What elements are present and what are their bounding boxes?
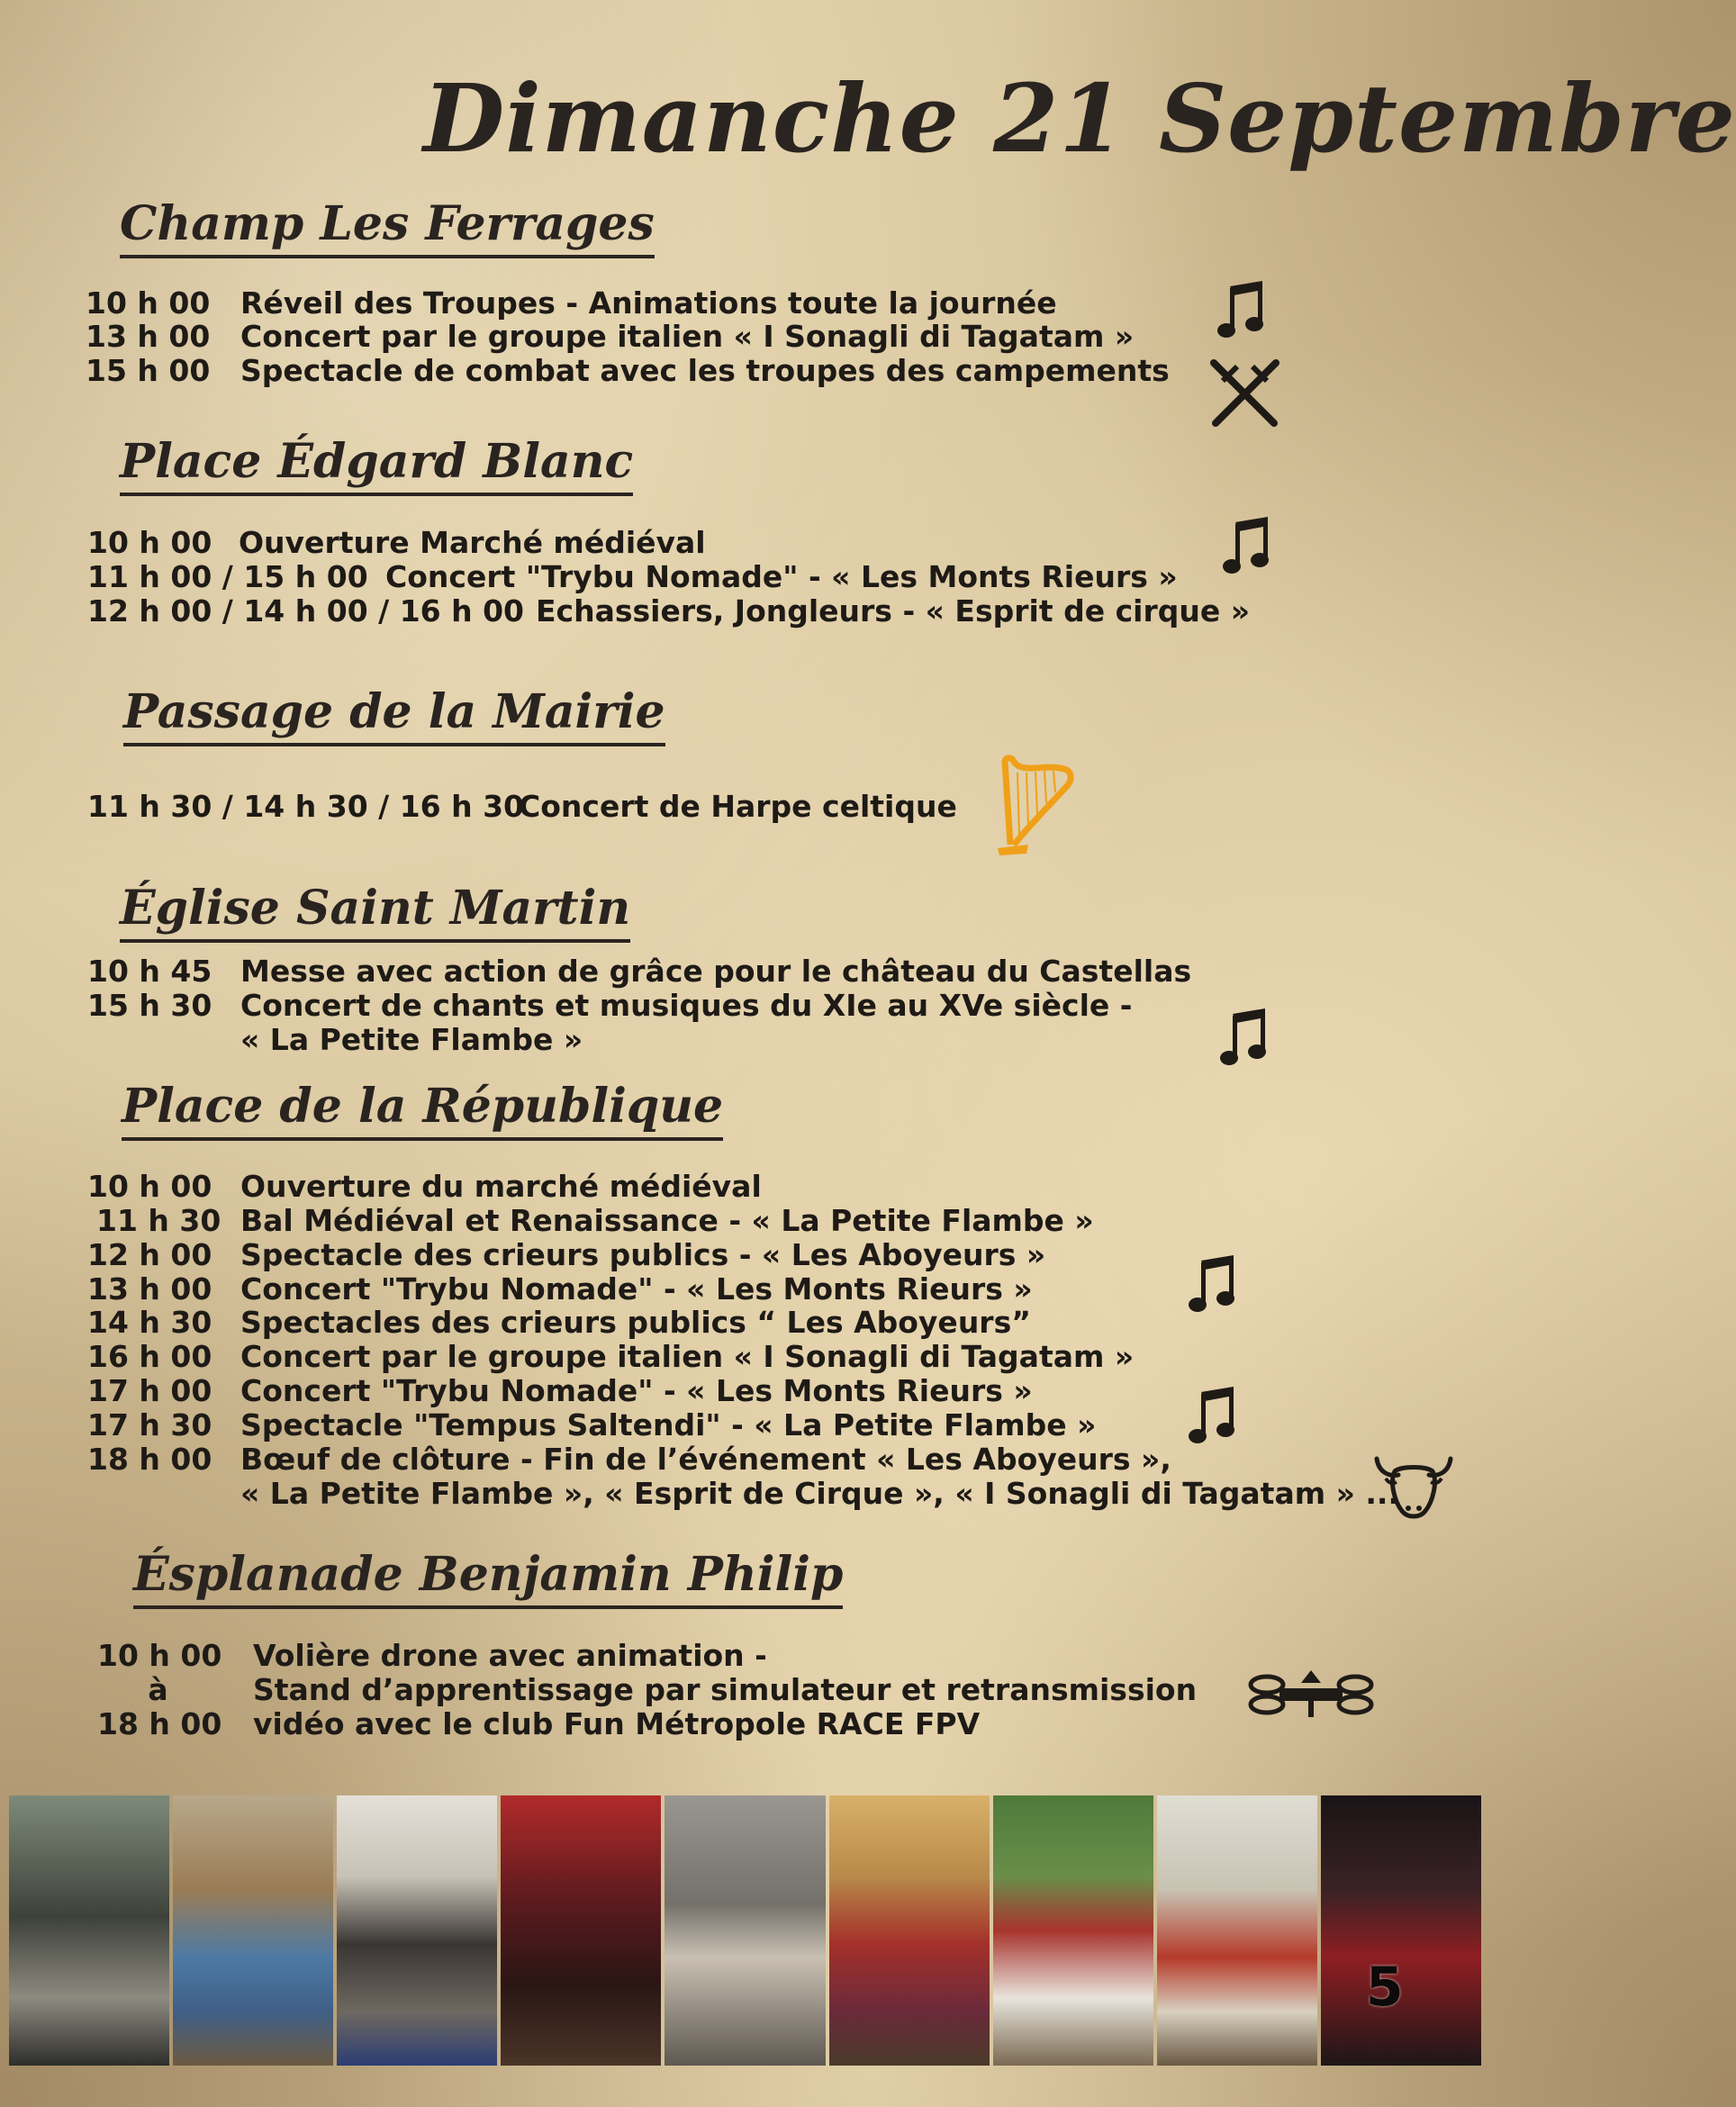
event-time: 10 h 00	[97, 1638, 222, 1673]
music-note-icon	[1217, 279, 1267, 342]
event-time: 11 h 00 / 15 h 00	[87, 559, 368, 594]
event-time: 10 h 45	[87, 954, 212, 989]
event-time: 10 h 00	[86, 285, 211, 321]
venue-heading-champ-les-ferrages: Champ Les Ferrages	[120, 196, 655, 258]
event-time: à	[148, 1672, 168, 1707]
event-text: Spectacle de combat avec les troupes des campements	[240, 353, 1170, 388]
crossed-swords-icon	[1207, 354, 1283, 430]
event-time: 18 h 00	[97, 1706, 222, 1741]
event-text: Concert "Trybu Nomade" - « Les Monts Rieurs »	[240, 1271, 1033, 1307]
event-time: 17 h 00	[87, 1373, 212, 1408]
event-text: Volière drone avec animation -	[253, 1638, 767, 1673]
venue-heading-eglise-saint-martin: Église Saint Martin	[120, 881, 630, 943]
event-text: « La Petite Flambe »	[240, 1022, 583, 1057]
photo-blacksmith	[665, 1795, 825, 2066]
event-time: 11 h 30	[96, 1203, 222, 1238]
event-text: Concert de Harpe celtique	[519, 789, 957, 824]
bull-head-icon	[1373, 1451, 1454, 1522]
photo-strip	[9, 1795, 1481, 2066]
event-text: Concert "Trybu Nomade" - « Les Monts Rieurs »	[240, 1373, 1033, 1408]
photo-street-performers	[1157, 1795, 1317, 2066]
event-text: « La Petite Flambe », « Esprit de Cirque », « I Sonagli di Tagatam » ...	[240, 1476, 1399, 1511]
photo-church-choir	[829, 1795, 990, 2066]
event-text: Concert de chants et musiques du XIe au XVe siècle -	[240, 988, 1133, 1023]
photo-knight-armor	[9, 1795, 169, 2066]
event-text: Spectacle "Tempus Saltendi" - « La Petite Flambe »	[240, 1407, 1097, 1442]
event-text: Ouverture Marché médiéval	[239, 525, 706, 560]
event-time: 15 h 00	[86, 353, 211, 388]
photo-night-show	[1321, 1795, 1481, 2066]
event-time: 18 h 00	[87, 1442, 212, 1477]
event-time: 14 h 30	[87, 1305, 212, 1340]
photo-craftsman-weaving	[337, 1795, 497, 2066]
photo-woman-white-dress	[993, 1795, 1153, 2066]
event-text: Spectacle des crieurs publics - « Les Aboyeurs »	[240, 1237, 1046, 1272]
event-time: 10 h 00	[87, 1169, 212, 1204]
page-number: 5	[1365, 1956, 1404, 2019]
venue-heading-passage-de-la-mairie: Passage de la Mairie	[123, 684, 665, 746]
event-time: 12 h 00 / 14 h 00 / 16 h 00	[87, 593, 525, 628]
event-text: Bal Médiéval et Renaissance - « La Petite Flambe »	[240, 1203, 1094, 1238]
event-text: Concert par le groupe italien « I Sonagli di Tagatam »	[240, 319, 1135, 354]
event-text: Concert "Trybu Nomade" - « Les Monts Rieurs »	[385, 559, 1178, 594]
event-text: Concert par le groupe italien « I Sonagli di Tagatam »	[240, 1339, 1135, 1374]
event-time: 10 h 00	[87, 525, 212, 560]
event-time: 15 h 30	[87, 988, 212, 1023]
photo-musician-singer	[501, 1795, 661, 2066]
page-title: Dimanche 21 Septembre	[423, 63, 1736, 174]
event-text: Spectacles des crieurs publics “ Les Aboyeurs”	[240, 1305, 1031, 1340]
event-time: 11 h 30 / 14 h 30 / 16 h 30	[87, 789, 525, 824]
venue-heading-place-edgard-blanc: Place Édgard Blanc	[120, 434, 633, 496]
music-note-icon	[1189, 1385, 1238, 1448]
event-text: vidéo avec le club Fun Métropole RACE FPV	[253, 1706, 981, 1741]
harp-icon	[992, 755, 1075, 858]
event-text: Réveil des Troupes - Animations toute la journée	[240, 285, 1057, 321]
event-text: Bœuf de clôture - Fin de l’événement « Les Aboyeurs »,	[240, 1442, 1171, 1477]
music-note-icon	[1189, 1253, 1238, 1316]
event-text: Ouverture du marché médiéval	[240, 1169, 762, 1204]
drone-icon	[1247, 1661, 1375, 1724]
event-text: Stand d’apprentissage par simulateur et retransmission	[253, 1672, 1198, 1707]
event-text: Messe avec action de grâce pour le château du Castellas	[240, 954, 1192, 989]
venue-heading-place-de-la-republique: Place de la République	[122, 1079, 723, 1141]
event-time: 16 h 00	[87, 1339, 212, 1374]
event-time: 12 h 00	[87, 1237, 212, 1272]
photo-women-blue-dresses	[173, 1795, 333, 2066]
music-note-icon	[1223, 515, 1272, 578]
event-text: Echassiers, Jongleurs - « Esprit de cirque »	[536, 593, 1251, 628]
event-time: 17 h 30	[87, 1407, 212, 1442]
event-time: 13 h 00	[86, 319, 211, 354]
event-time: 13 h 00	[87, 1271, 212, 1307]
venue-heading-esplanade-benjamin-philip: Ésplanade Benjamin Philip	[133, 1547, 843, 1609]
music-note-icon	[1220, 1007, 1270, 1070]
